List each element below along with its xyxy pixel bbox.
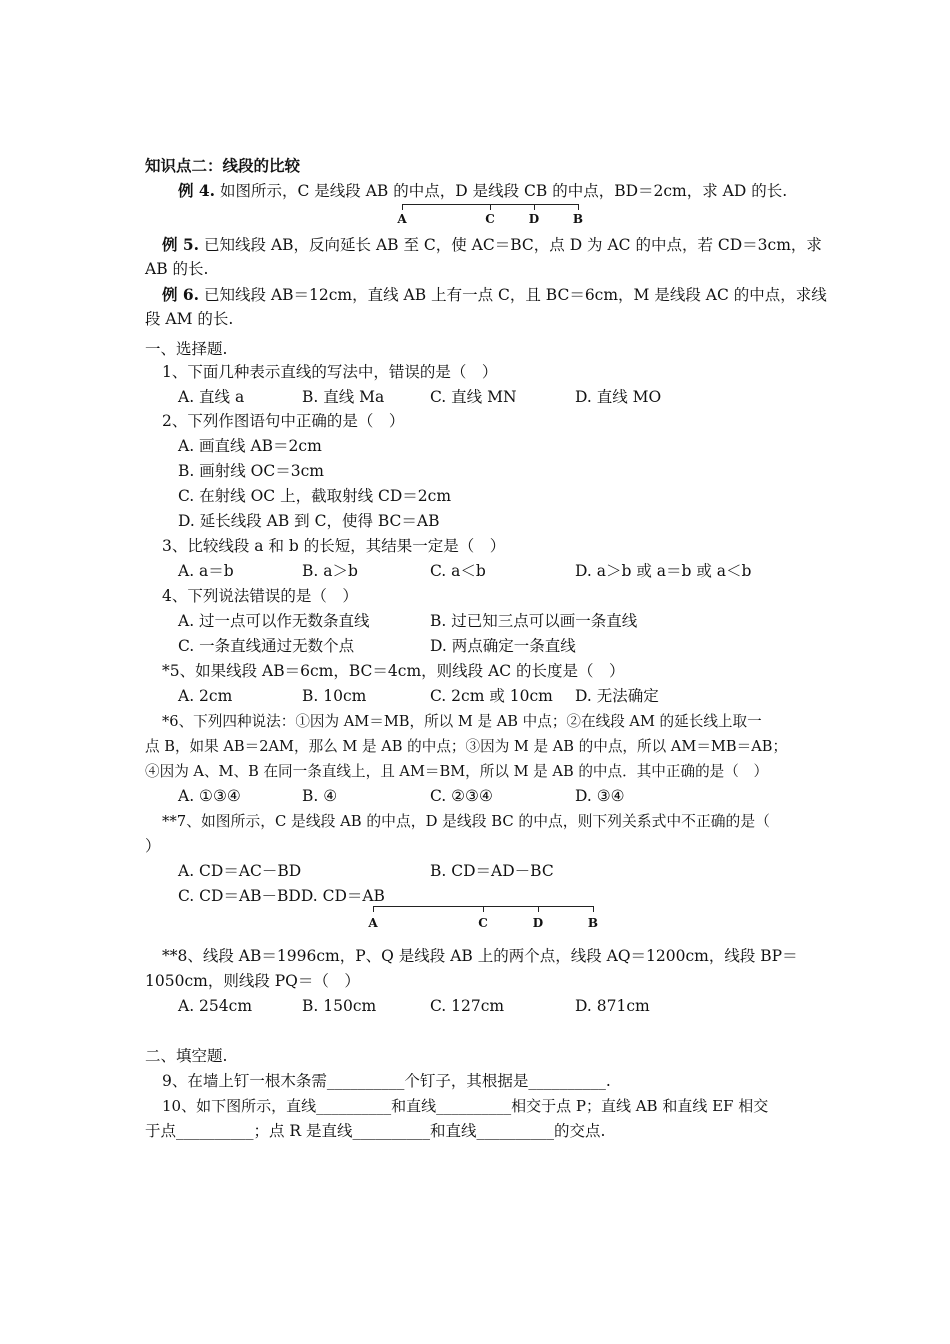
question-4-option-a: A. 过一点可以作无数条直线 <box>178 612 370 630</box>
point-label-d: D <box>532 916 544 930</box>
question-7-option-b: B. CD＝AD－BC <box>430 862 554 880</box>
question-9: 9、在墙上钉一根木条需__________个钉子，其根据是__________. <box>162 1072 611 1090</box>
question-7-option-a: A. CD＝AC－BD <box>178 862 302 880</box>
question-6-option-d: D. ③④ <box>575 787 625 805</box>
question-3-option-d: D. a＞b 或 a＝b 或 a＜b <box>575 562 752 580</box>
question-2-stem: 2、下列作图语句中正确的是（ ） <box>162 412 405 430</box>
question-5-option-a: A. 2cm <box>178 687 233 705</box>
point-label-d: D <box>528 212 540 226</box>
question-1-option-a: A. 直线 a <box>178 388 245 406</box>
question-8-option-b: B. 150cm <box>302 997 377 1015</box>
question-3-option-c: C. a＜b <box>430 562 486 580</box>
question-2-option-c: C. 在射线 OC 上，截取射线 CD＝2cm <box>178 487 452 505</box>
question-5-option-c: C. 2cm 或 10cm <box>430 687 553 705</box>
example-5-line-2: AB 的长. <box>145 260 209 278</box>
question-6-option-a: A. ①③④ <box>178 787 241 805</box>
question-2-option-b: B. 画射线 OC＝3cm <box>178 462 324 480</box>
question-6-line-2: 点 B，如果 AB＝2AM，那么 M 是 AB 的中点；③因为 M 是 AB 的中点，所以 AM＝MB＝AB； <box>145 738 788 755</box>
question-8-option-d: D. 871cm <box>575 997 650 1015</box>
question-1-option-d: D. 直线 MO <box>575 388 662 406</box>
question-10-line-1: 10、如下图所示，直线__________和直线__________相交于点 P；直线 AB 和直线 EF 相交 <box>162 1097 769 1115</box>
question-7-option-cd: C. CD＝AB－BDD. CD＝AB <box>178 887 385 905</box>
point-label-b: B <box>587 916 599 930</box>
question-10-line-2: 于点__________；点 R 是直线__________和直线__________的交点. <box>145 1122 606 1140</box>
example-6-line-1: 已知线段 AB＝12cm，直线 AB 上有一点 C，且 BC＝6cm，M 是线段 AC 的中点，求线 <box>204 286 827 304</box>
example-4-text: 如图所示，C 是线段 AB 的中点，D 是线段 CB 的中点，BD＝2cm，求 AD 的长. <box>220 182 788 200</box>
question-4-option-b: B. 过已知三点可以画一条直线 <box>430 612 638 630</box>
point-label-c: C <box>478 916 488 930</box>
question-6-option-c: C. ②③④ <box>430 787 493 805</box>
question-6-line-1: *6、下列四种说法：①因为 AM＝MB，所以 M 是 AB 中点；②在线段 AM 的延长线上取一 <box>162 713 762 730</box>
question-2-option-d: D. 延长线段 AB 到 C，使得 BC＝AB <box>178 512 440 530</box>
point-label-c: C <box>485 212 495 226</box>
example-6-label: 例 6. <box>162 285 200 304</box>
point-label-a: A <box>397 212 407 226</box>
question-5-option-d: D. 无法确定 <box>575 687 659 705</box>
section-fill-title: 二、填空题. <box>145 1047 228 1065</box>
question-4-option-d: D. 两点确定一条直线 <box>430 637 576 655</box>
question-4-stem: 4、下列说法错误的是（ ） <box>162 587 358 605</box>
example-4 <box>178 178 843 204</box>
question-1-stem: 1、下面几种表示直线的写法中，错误的是（ ） <box>162 363 498 381</box>
question-6-line-3: ④因为 A、M、B 在同一条直线上，且 AM＝BM，所以 M 是 AB 的中点．其中正确的是（ ） <box>145 763 769 780</box>
example-6 <box>162 282 827 308</box>
segment-figure-q7 <box>368 906 599 932</box>
section-choice-title: 一、选择题. <box>145 340 228 358</box>
question-8-line-1: **8、线段 AB＝1996cm，P、Q 是线段 AB 上的两个点，线段 AQ＝1200cm，线段 BP＝ <box>162 947 798 965</box>
question-7-line-1: **7、如图所示，C 是线段 AB 的中点，D 是线段 BC 的中点，则下列关系式中不正确的是（ <box>162 813 770 830</box>
question-4-option-c: C. 一条直线通过无数个点 <box>178 637 355 655</box>
question-2-option-a: A. 画直线 AB＝2cm <box>178 437 322 455</box>
point-label-b: B <box>572 212 584 226</box>
question-8-option-a: A. 254cm <box>178 997 253 1015</box>
question-8-option-c: C. 127cm <box>430 997 505 1015</box>
example-5-line-1: 已知线段 AB，反向延长 AB 至 C，使 AC＝BC，点 D 为 AC 的中点，若 CD＝3cm，求 <box>204 236 822 254</box>
question-6-option-b: B. ④ <box>302 787 338 805</box>
example-6-line-2: 段 AM 的长. <box>145 310 234 328</box>
example-5-label: 例 5. <box>162 235 200 254</box>
question-7-line-2: ） <box>145 837 161 855</box>
section-heading: 知识点二：线段的比较 <box>145 156 301 175</box>
segment-figure-ex4 <box>397 204 584 228</box>
question-1-option-b: B. 直线 Ma <box>302 388 385 406</box>
question-8-line-2: 1050cm，则线段 PQ＝（ ） <box>145 972 360 990</box>
question-5-option-b: B. 10cm <box>302 687 367 705</box>
question-3-option-b: B. a＞b <box>302 562 358 580</box>
question-1-option-c: C. 直线 MN <box>430 388 517 406</box>
question-5-stem: *5、如果线段 AB＝6cm，BC＝4cm，则线段 AC 的长度是（ ） <box>162 662 625 680</box>
point-label-a: A <box>368 916 378 930</box>
question-3-option-a: A. a＝b <box>178 562 234 580</box>
question-3-stem: 3、比较线段 a 和 b 的长短，其结果一定是（ ） <box>162 537 506 555</box>
example-4-label: 例 4. <box>178 181 216 200</box>
example-5 <box>162 232 827 258</box>
